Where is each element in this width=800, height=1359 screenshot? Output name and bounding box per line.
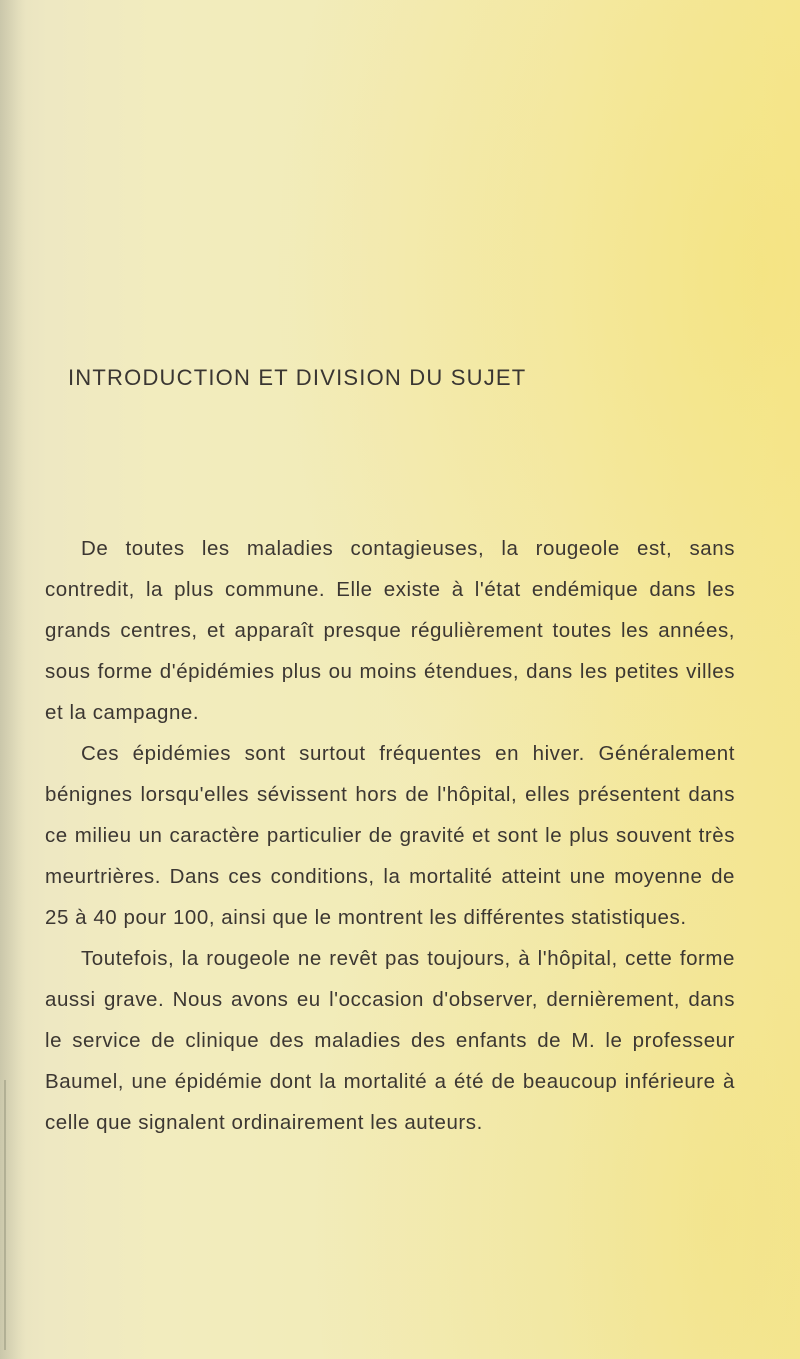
binding-edge bbox=[4, 1080, 6, 1350]
paragraph-2: Ces épidémies sont surtout fréquentes en hiver. Généralement bénignes lorsqu'elles sévissent hors de l'hôpital, elles présentent dans ce milieu un caractère particulier de gravité et sont le plus souvent très meurtrières. Dans ces conditions, la mortalité atteint une moyenne de 25 à 40 pour 100, ainsi que le montrent les différentes statistiques. bbox=[45, 742, 735, 929]
body-text bbox=[45, 528, 735, 1143]
paragraph-1: De toutes les maladies contagieuses, la rougeole est, sans contredit, la plus commune. Elle existe à l'état endémique dans les grands centres, et apparaît presque régulièrement toutes les années, sous forme d'épidémies plus ou moins étendues, dans les petites villes et la campagne. bbox=[45, 537, 735, 724]
chapter-heading: INTRODUCTION ET DIVISION DU SUJET bbox=[68, 365, 527, 390]
paragraph-3: Toutefois, la rougeole ne revêt pas toujours, à l'hôpital, cette forme aussi grave. Nous avons eu l'occasion d'observer, dernièrement, dans le service de clinique des maladies des enfants de M. le professeur Baumel, une épidémie dont la mortalité a été de beaucoup inférieure à celle que signalent ordinairement les auteurs. bbox=[45, 947, 735, 1134]
